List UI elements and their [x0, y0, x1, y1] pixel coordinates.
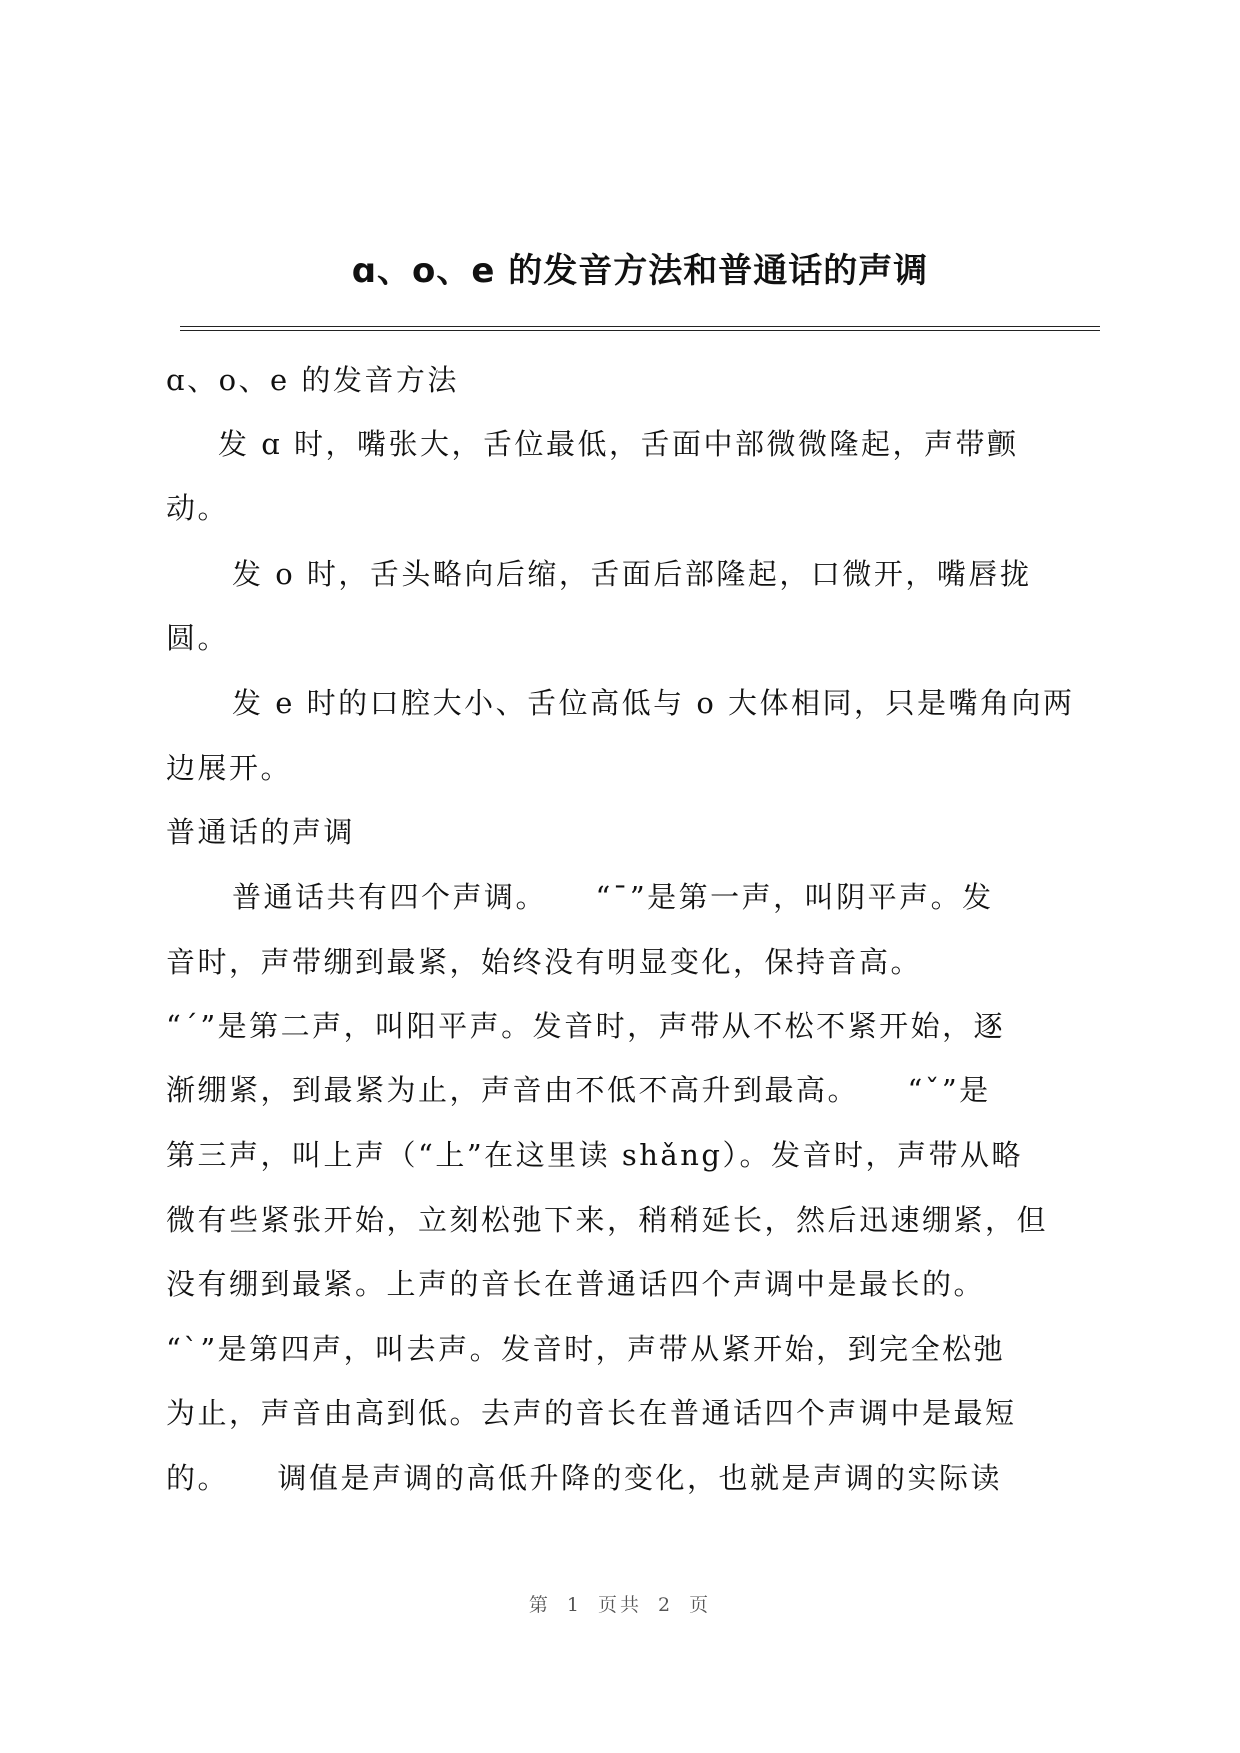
- paragraph-line: 为止，声音由高到低。去声的音长在普通话四个声调中是最短: [166, 1396, 1017, 1430]
- paragraph-line: 音时，声带绷到最紧，始终没有明显变化，保持音高。: [166, 945, 923, 979]
- paragraph-line: 动。: [166, 491, 230, 525]
- paragraph-line: 的。 调值是声调的高低升降的变化，也就是声调的实际读: [166, 1461, 1003, 1495]
- footer-total-pages: 2: [658, 1594, 674, 1616]
- paragraph-line: 微有些紧张开始，立刻松弛下来，稍稍延长，然后迅速绷紧，但: [166, 1203, 1049, 1237]
- paragraph-line: 边展开。: [166, 751, 293, 785]
- document-title: ɑ、o、e 的发音方法和普通话的声调: [351, 251, 929, 291]
- paragraph-line: 发 e 时的口腔大小、舌位高低与 o 大体相同，只是嘴角向两: [232, 686, 1075, 720]
- paragraph-line: 发 o 时，舌头略向后缩，舌面后部隆起，口微开，嘴唇拢: [232, 557, 1032, 591]
- paragraph-line: 普通话共有四个声调。 “ˉ”是第一声，叫阴平声。发: [232, 880, 994, 914]
- paragraph-line: 第三声，叫上声（“上”在这里读 shǎng）。发音时，声带从略: [166, 1138, 1023, 1172]
- footer-page-number: 1: [566, 1594, 582, 1616]
- footer-suffix: 页: [689, 1594, 712, 1616]
- paragraph-line: “ˋ”是第四声，叫去声。发音时，声带从紧开始，到完全松弛: [166, 1332, 1006, 1366]
- paragraph-line: 没有绷到最紧。上声的音长在普通话四个声调中是最长的。: [166, 1267, 986, 1301]
- footer-prefix: 第: [528, 1594, 551, 1616]
- footer-middle: 页共: [597, 1594, 642, 1616]
- paragraph-line: 圆。: [166, 621, 230, 655]
- section-heading-tones: 普通话的声调: [166, 815, 356, 849]
- paragraph-line: “ˊ”是第二声，叫阳平声。发音时，声带从不松不紧开始，逐: [166, 1009, 1006, 1043]
- page-footer: [0, 1590, 1240, 1617]
- paragraph-line: 渐绷紧，到最紧为止，声音由不低不高升到最高。 “ˇ”是: [166, 1073, 991, 1107]
- section-heading-pronunciation: ɑ、o、e 的发音方法: [166, 363, 459, 397]
- title-double-rule: [180, 326, 1100, 331]
- paragraph-line: 发 ɑ 时，嘴张大，舌位最低，舌面中部微微隆起，声带颤: [218, 427, 1019, 461]
